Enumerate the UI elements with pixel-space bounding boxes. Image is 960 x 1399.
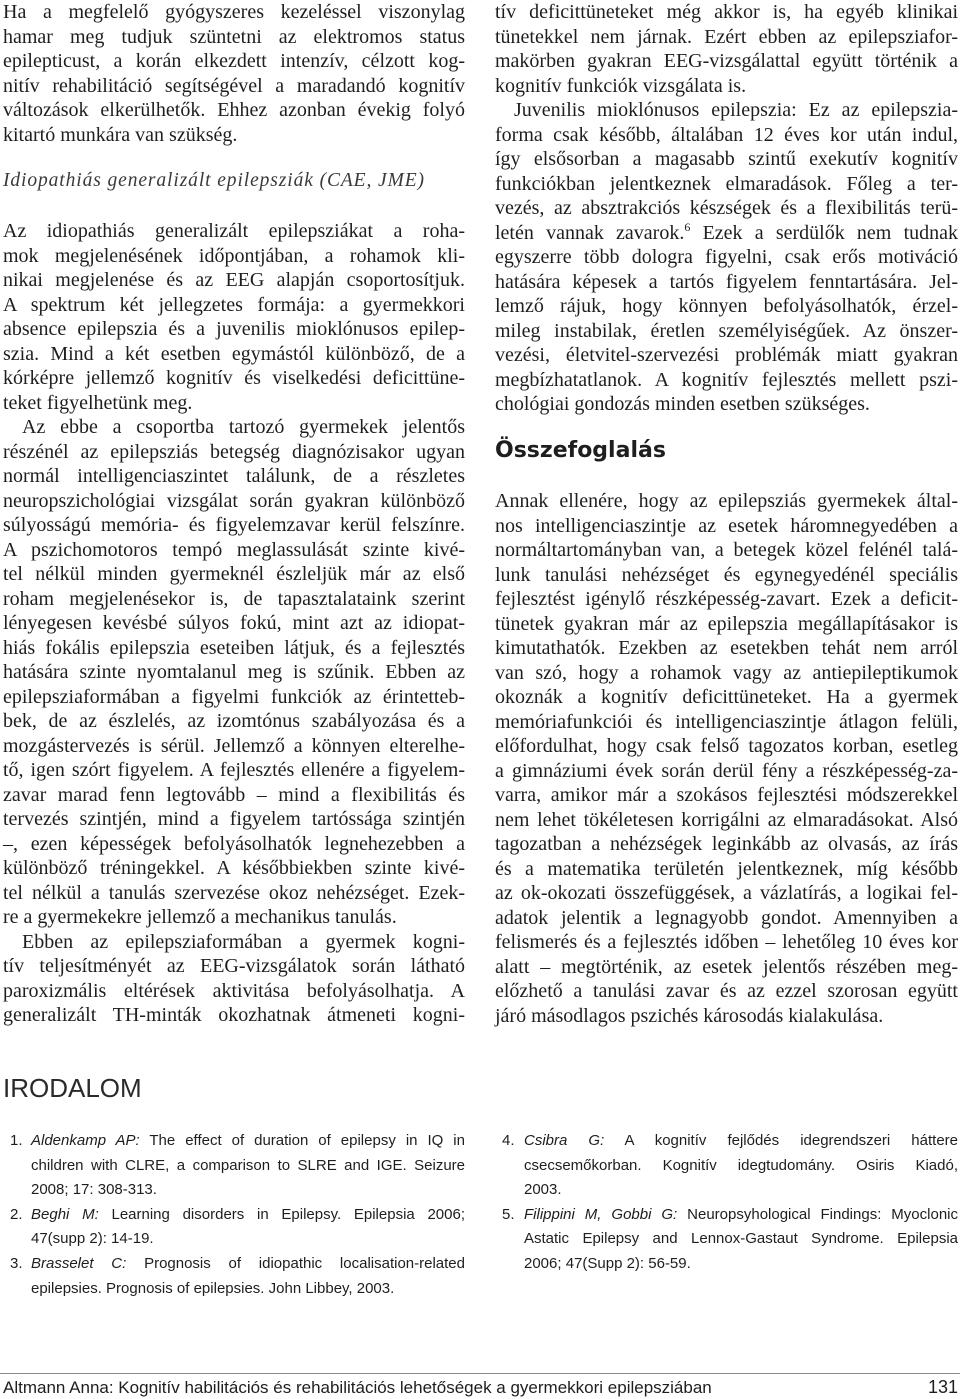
reference-item bbox=[502, 1129, 958, 1203]
reference-item bbox=[502, 1203, 958, 1277]
reference-author: Csibra G: bbox=[524, 1132, 605, 1149]
reference-item bbox=[10, 1203, 465, 1252]
text-line: adatok jelentik a legnagyobb gondot. Amennyiben a bbox=[495, 906, 958, 929]
text-line: chológiai gondozás minden esetben szükséges. bbox=[495, 393, 870, 415]
text-line: memóriafunkciói és intelligenciaszintje átlagon felüli, bbox=[495, 710, 958, 733]
text-line: kórképre jellemző kognitív és viselkedési deficittüne- bbox=[3, 367, 465, 389]
text-line: epilepticust, a korán elkezdett intenzív, célzott kog- bbox=[3, 50, 465, 72]
reference-line bbox=[524, 1129, 958, 1154]
text-line: mok megjelenésének időpontjában, a rohamok kli- bbox=[3, 244, 465, 267]
text-line: makörben gyakran EEG-vizsgálattal együtt történik a bbox=[495, 50, 958, 72]
text-line: tünetek gyakran már az epilepszia megállapításakor is bbox=[495, 612, 958, 635]
reference-line: epilepsies. Prognosis of epilepsies. John Libbey, 2003. bbox=[31, 1279, 395, 1297]
intro-paragraph bbox=[3, 0, 465, 147]
text-line: kitartó munkára van szükség. bbox=[3, 123, 238, 146]
body-paragraph bbox=[495, 0, 958, 98]
text-line: alatt – megtörténik, az esetek jelentős részében meg- bbox=[495, 955, 958, 978]
text-line: tő, igen szórt figyelem. A fejlesztés ellenére a figyelem- bbox=[3, 759, 465, 781]
text-line: Ebben az epilepsziaformában a gyermek kogni- bbox=[22, 930, 465, 953]
text-line: vezés, az absztrakciós készségek és a flexibilitás terü- bbox=[495, 197, 958, 219]
reference-line-text: Learning disorders in Epilepsy. Epilepsia 2006; bbox=[111, 1205, 465, 1223]
text-line: az ok-okozati összefüggések, a vázlatírás, a logikai fel- bbox=[495, 882, 958, 904]
text-line: előfordulhat, hogy csak felső tagozatos korban, esetleg bbox=[495, 735, 958, 757]
text-line: tervezés szintjén, mind a figyelem tartóssága szintjén bbox=[3, 808, 465, 830]
text-line: vezési, életvitel-szervezési problémák miatt gyakran bbox=[495, 344, 958, 366]
text-line: tív deficittüneteket még akkor is, ha egyéb klinikai bbox=[495, 1, 958, 23]
reference-text bbox=[31, 1203, 465, 1252]
text-line: kognitív funkciók vizsgálata is. bbox=[495, 74, 747, 97]
text-line: varra, amikor már a szokásos fejlesztési módszerekkel bbox=[495, 784, 958, 806]
reference-line bbox=[31, 1252, 465, 1277]
text-line: nikai megjelenése és az EEG alapján csoportosítjuk. bbox=[3, 269, 465, 291]
body-paragraph bbox=[3, 415, 465, 930]
text-line: kimutathatók. Ezekben az esetekben tehát nem arról bbox=[495, 637, 958, 659]
text-line: részénél az epilepsziás betegség diagnózisakor ugyan bbox=[3, 440, 465, 463]
text-line: tagozatban a nehézségek leginkább az olvasás, az írás bbox=[495, 833, 958, 855]
text-line: funkciókban jelentkeznek elmaradások. Főleg a ter- bbox=[495, 172, 958, 195]
text-line: tel nélkül a tanulás szervezése okoz nehézséget. Ezek- bbox=[3, 881, 465, 904]
text-line: –, ezen képességek befolyásolhatók legnehezebben a bbox=[3, 832, 465, 855]
summary-heading: Összefoglalás bbox=[495, 438, 666, 463]
reference-author: Filippini M, Gobbi G: bbox=[524, 1205, 678, 1223]
right-body-text bbox=[495, 0, 958, 417]
text-line: különböző tréningekkel. A későbbiekben szinte kivé- bbox=[3, 857, 465, 879]
reference-line bbox=[31, 1203, 465, 1228]
citation-marker: 6 bbox=[684, 219, 691, 234]
page-number: 131 bbox=[927, 1377, 958, 1397]
footer-running-title: Altmann Anna: Kognitív habilitációs és rehabilitációs lehetőségek a gyermekkori epilepsziában bbox=[3, 1378, 712, 1397]
text-line: normáltartományban van, a betegek közel felénél talá- bbox=[495, 539, 958, 561]
text-line: zavar marad fenn legtovább – mind a flexibilitás és bbox=[3, 783, 465, 806]
text-line: normál intelligenciaszintet találunk, de a részletes bbox=[3, 465, 465, 487]
body-paragraph bbox=[495, 98, 958, 417]
reference-line bbox=[31, 1129, 465, 1154]
text-line: Az ebbe a csoportba tartozó gyermekek jelentős bbox=[22, 416, 465, 438]
text-line: járó másodlagos pszichés károsodás kialakulása. bbox=[495, 1004, 884, 1027]
text-line: megbízhatatlanok. A kognitív fejlesztés mellett pszi- bbox=[495, 368, 958, 391]
reference-line: 47(supp 2): 14-19. bbox=[31, 1230, 154, 1248]
text-line: Juvenilis mioklónusos epilepszia: Ez az epilepszia- bbox=[514, 99, 958, 121]
text-line: A spektrum két jellegzetes formája: a gyermekkori bbox=[3, 293, 465, 316]
reference-line-text: Neuropsyhological Findings: Myoclonic bbox=[687, 1205, 958, 1223]
text-line: hatására szinte nyomtalanul meg is szűnik. Ebben az bbox=[3, 661, 465, 683]
reference-line-text: A kognitív fejlődés idegrendszeri háttere bbox=[624, 1132, 958, 1149]
reference-text bbox=[524, 1203, 958, 1277]
text-line: egyszerre több dologra figyelni, csak erős motiváció bbox=[495, 246, 958, 268]
text-line: a gimnáziumi évek során derül fény a részképesség-za- bbox=[495, 759, 958, 782]
text-line: és a matematika területén jelentkeznek, míg később bbox=[495, 857, 958, 880]
reference-number: 2. bbox=[10, 1205, 23, 1223]
text-line bbox=[495, 221, 958, 246]
text-line: nitív rehabilitáció segítségével a maradandó kognitív bbox=[3, 74, 465, 97]
text-line: hiás fokális epilepszia eseteiben látjuk, és a fejlesztés bbox=[3, 636, 465, 659]
text-line: hatására képesek a tartós figyelem fenntartására. Jel- bbox=[495, 270, 958, 293]
text-line: van szó, hogy a rohamok vagy az antiepileptikumok bbox=[495, 661, 958, 684]
reference-line: children with CLRE, a comparison to SLRE and IGE. Seizure bbox=[31, 1156, 465, 1174]
reference-item bbox=[10, 1129, 465, 1203]
text-line: hamar meg tudjuk szüntetni az elektromos status bbox=[3, 25, 465, 48]
reference-line: 2006; 47(Supp 2): 56-59. bbox=[524, 1254, 691, 1272]
text-line: mozgástervezés is sérül. Jellemző a könnyen elterelhe- bbox=[3, 734, 465, 757]
text-line: mileg instabilak, éretlen személyiségűek. Az önszer- bbox=[495, 319, 958, 342]
reference-list-left bbox=[10, 1129, 465, 1301]
text-line: előzhető a tanulási zavar és az ezzel szorosan együtt bbox=[495, 980, 958, 1002]
reference-line-text: Prognosis of idiopathic localisation-related bbox=[144, 1254, 465, 1272]
text-line: nos intelligenciaszintje az esetek háromnegyedében a bbox=[495, 514, 958, 537]
text-segment: letén vannak zavarok. bbox=[495, 221, 685, 244]
text-line: Annak ellenére, hogy az epilepsziás gyermekek által- bbox=[495, 490, 958, 512]
body-paragraph bbox=[3, 219, 465, 415]
reference-author: Aldenkamp AP: bbox=[31, 1132, 140, 1149]
text-line: forma csak később, általában 12 éves kor után indul, bbox=[495, 123, 958, 146]
text-line: szia. Mind a két esetben egymástól különböző, de a bbox=[3, 342, 465, 365]
reference-item bbox=[10, 1252, 465, 1301]
reference-text bbox=[31, 1252, 465, 1301]
text-line: Ha a megfelelő gyógyszeres kezeléssel viszonylag bbox=[3, 1, 465, 23]
reference-text bbox=[524, 1129, 958, 1203]
text-line: tel nélkül minden gyermeknél észleljük már az első bbox=[3, 563, 465, 585]
summary-paragraph bbox=[495, 489, 958, 1028]
text-segment: Ezek a serdülők nem tudnak bbox=[702, 221, 959, 244]
text-line: neuropszichológiai vizsgálat során gyakran különböző bbox=[3, 489, 465, 512]
reference-author: Beghi M: bbox=[31, 1205, 99, 1223]
reference-list-right bbox=[502, 1129, 958, 1277]
text-line: bek, de az észlelés, az izomtónus szabályozása és a bbox=[3, 710, 465, 732]
reference-line-text: The effect of duration of epilepsy in IQ in bbox=[149, 1132, 465, 1149]
reference-number: 5. bbox=[502, 1205, 515, 1223]
section-heading: Idiopathiás generalizált epilepsziák (CAE, JME) bbox=[3, 170, 425, 191]
text-line: lényegesen kevésbé súlyos fokú, mint azt az idiopat- bbox=[3, 612, 465, 634]
footer-rule bbox=[0, 1373, 960, 1374]
text-line: paroxizmális eltérések aktivitása befolyásolhatja. A bbox=[3, 979, 465, 1002]
reference-line bbox=[524, 1203, 958, 1228]
text-line: tünetekkel nem járnak. Ezért ebben az epilepsziafor- bbox=[495, 25, 958, 48]
text-line: lunk tanulási nehézséget és egynegyedénél speciális bbox=[495, 563, 958, 586]
text-line: A pszichomotoros tempó meglassulását szinte kivé- bbox=[3, 538, 465, 561]
reference-line: csecsemőkorban. Kognitív idegtudomány. Osiris Kiadó, bbox=[524, 1156, 958, 1174]
text-line: generalizált TH-minták okozhatnak átmeneti kogni- bbox=[3, 1004, 465, 1026]
reference-number: 4. bbox=[502, 1132, 515, 1149]
text-line: teket figyelhetünk meg. bbox=[3, 391, 193, 414]
reference-line: 2008; 17: 308-313. bbox=[31, 1181, 157, 1199]
text-line: tív teljesítményét az EEG-vizsgálatok során látható bbox=[3, 955, 465, 977]
text-line: re a gyermekekre jellemző a mechanikus tanulás. bbox=[3, 906, 397, 928]
reference-number: 3. bbox=[10, 1254, 23, 1272]
text-line: epilepsziaformában a figyelmi funkciók az érintetteb- bbox=[3, 685, 465, 708]
text-line: okoznák a kognitív deficittüneteket. Ha a gyermek bbox=[495, 686, 958, 708]
reference-line: Astatic Epilepsy and Lennox-Gastaut Syndrome. Epilepsia bbox=[524, 1230, 958, 1248]
reference-number: 1. bbox=[10, 1132, 23, 1149]
left-body-text bbox=[3, 219, 465, 1028]
text-line: így elsősorban a magasabb szintű exekutív kognitív bbox=[495, 148, 958, 170]
text-line: Az idiopathiás generalizált epilepsziákat a roha- bbox=[3, 220, 465, 242]
reference-text bbox=[31, 1129, 465, 1203]
text-line: lemző rájuk, hogy könnyen befolyásolhatók, érzel- bbox=[495, 295, 958, 317]
text-line: felismerés és a fejlesztés időben – lehetőleg 10 éves kor bbox=[495, 931, 958, 953]
text-line: súlyosságú memória- és figyelemzavar kerül felszínre. bbox=[3, 514, 465, 536]
reference-line: 2003. bbox=[524, 1181, 562, 1199]
text-line: fejlesztést igénylő részképesség-zavart. Ezek a deficit- bbox=[495, 588, 958, 610]
references-heading: IRODALOM bbox=[3, 1073, 142, 1103]
text-line: nem lehet tökéletesen korrigálni az elmaradásokat. Alsó bbox=[495, 808, 958, 831]
body-paragraph bbox=[3, 930, 465, 1028]
text-line: absence epilepszia és a juvenilis mioklónusos epilep- bbox=[3, 318, 465, 340]
text-line: roham megjelenésekor is, de tapasztalataink szerint bbox=[3, 587, 465, 610]
reference-author: Brasselet C: bbox=[31, 1254, 127, 1272]
text-line: változások elkerülhetők. Ehhez azonban évekig folyó bbox=[3, 99, 465, 121]
